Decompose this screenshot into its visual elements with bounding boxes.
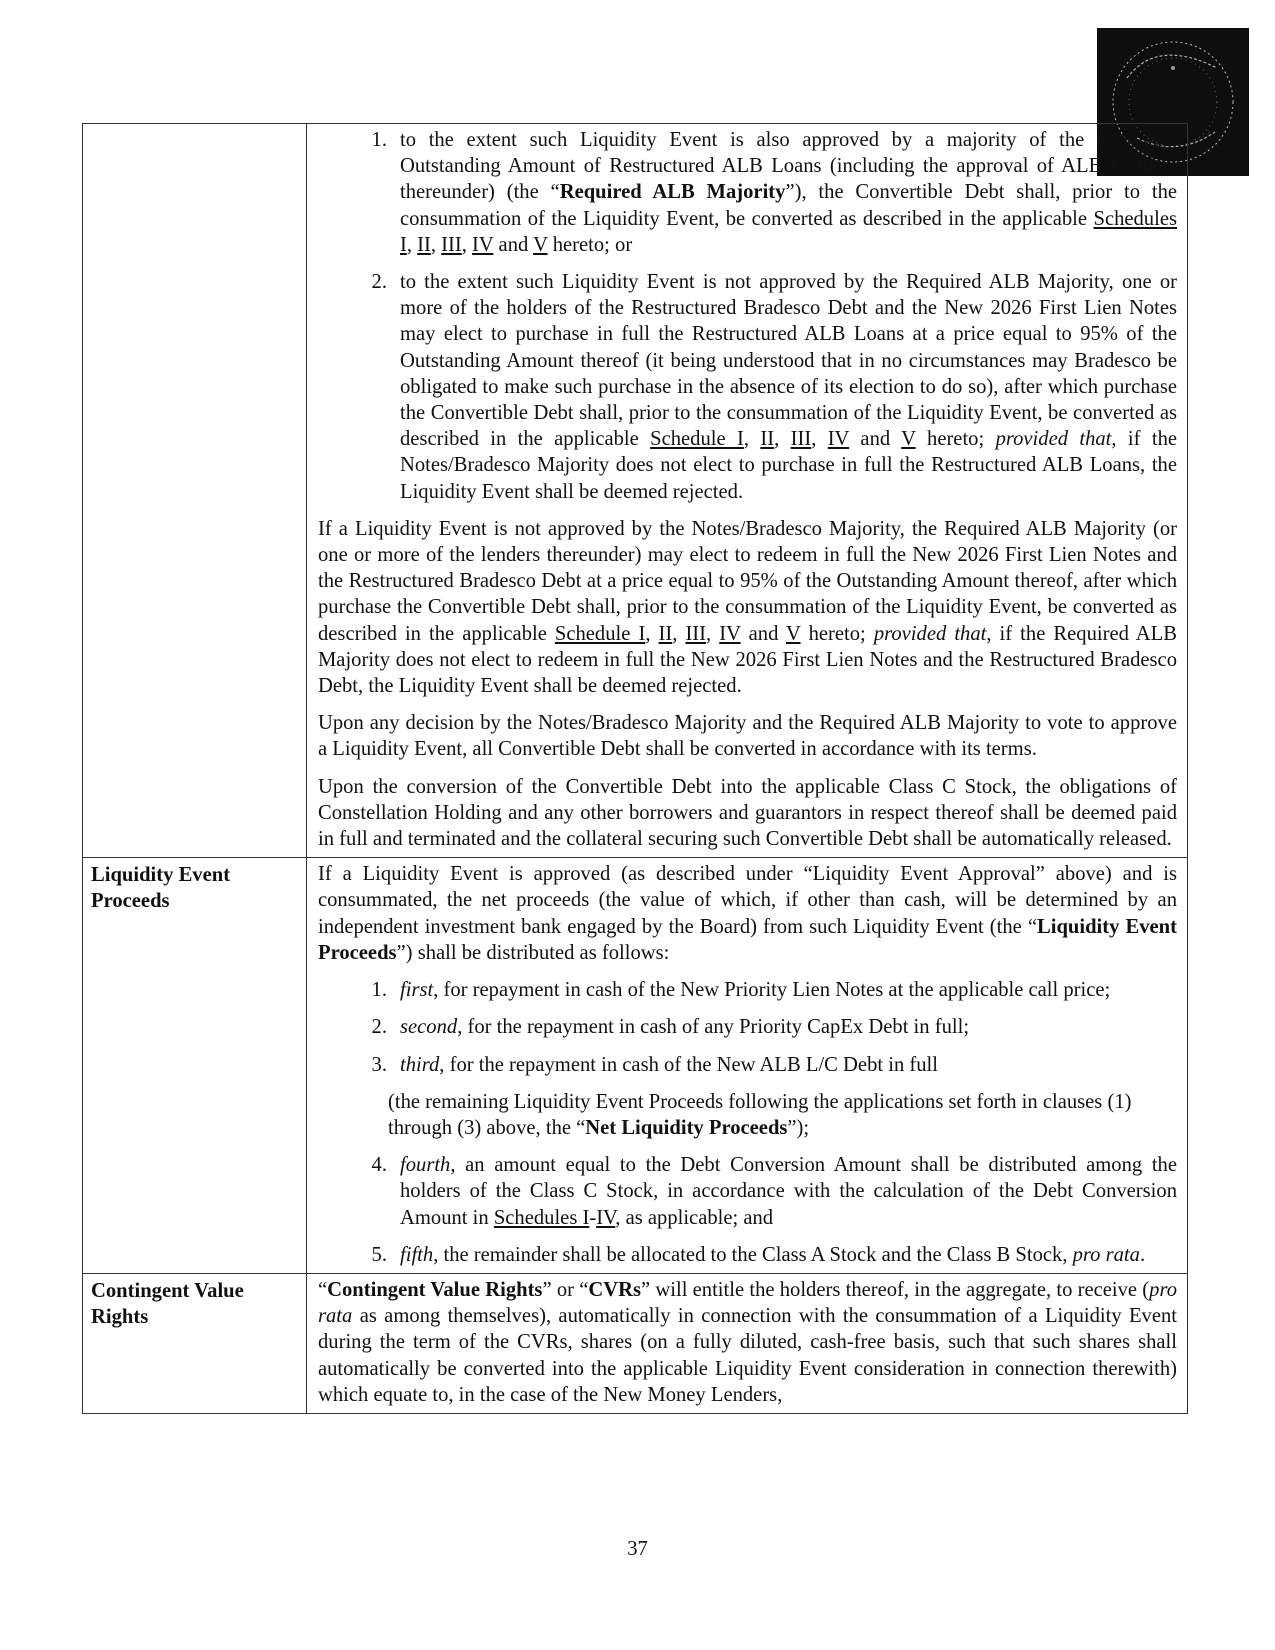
item-number: 2.	[371, 271, 387, 294]
list-item	[318, 1152, 1177, 1231]
list-item	[318, 269, 1177, 505]
item-number: 3.	[371, 1053, 387, 1076]
item-number: 4.	[371, 1154, 387, 1177]
row-label: Contingent Value Rights	[83, 1273, 307, 1413]
item-text: fourth, an amount equal to the Debt Conversion Amount shall be distributed among the holders of the Class C Stock, in accordance with the calculation of the Debt Conversion Amount in Schedules I-IV, as applicable; and	[400, 1154, 1177, 1229]
sub-paragraph: (the remaining Liquidity Event Proceeds following the applications set forth in clauses (1) through (3) above, the “Net Liquidity Proceeds”);	[388, 1090, 1132, 1139]
list-item	[318, 1052, 1177, 1078]
paragraph: Upon the conversion of the Convertible Debt into the applicable Class C Stock, the obligations of Constellation Holding and any other borrowers and guarantors in respect thereof shall be deemed paid in full and terminated and the collateral securing such Convertible Debt shall be automatically released.	[318, 775, 1177, 851]
table-row	[83, 1273, 1188, 1413]
liquidity-event-approval-cell	[307, 124, 1188, 858]
item-number: 1.	[371, 129, 387, 151]
row-label-empty	[83, 124, 307, 858]
item-text: fifth, the remainder shall be allocated to the Class A Stock and the Class B Stock, pro rata.	[400, 1243, 1146, 1266]
item-text: second, for the repayment in cash of any Priority CapEx Debt in full;	[400, 1016, 970, 1039]
item-number: 5.	[371, 1243, 387, 1266]
contingent-value-rights-cell	[307, 1273, 1188, 1413]
list-item	[318, 1014, 1177, 1040]
page-number: 37	[627, 1538, 648, 1560]
item-text: to the extent such Liquidity Event is not approved by the Required ALB Majority, one or more of the holders of the Restructured Bradesco Debt and the New 2026 First Lien Notes may elect to purchase in full the Restructured ALB Loans at a price equal to 95% of the Outstanding Amount thereof (it being understood that in no circumstances may Bradesco be obligated to make such purchase in the absence of its election to do so), after which purchase the Convertible Debt shall, prior to the consummation of the Liquidity Event, be converted as described in the applicable Schedule I, II, III, IV and V hereto; provided that, if the Notes/Bradesco Majority does not elect to purchase in full the Restructured ALB Loans, the Liquidity Event shall be deemed rejected.	[400, 271, 1178, 503]
list-item	[318, 977, 1177, 1003]
paragraph: Upon any decision by the Notes/Bradesco Majority and the Required ALB Majority to vote to approve a Liquidity Event, all Convertible Debt shall be converted in accordance with its terms.	[318, 712, 1177, 761]
paragraph: If a Liquidity Event is approved (as described under “Liquidity Event Approval” above) and is consummated, the net proceeds (the value of which, if other than cash, will be determined by an independent investment bank engaged by the Board) from such Liquidity Event (the “Liquidity Event Proceeds”) shall be distributed as follows:	[318, 863, 1177, 964]
table-row	[83, 858, 1188, 1274]
list-item	[318, 127, 1177, 258]
item-text: third, for the repayment in cash of the New ALB L/C Debt in full	[400, 1053, 939, 1076]
liquidity-event-proceeds-cell	[307, 858, 1188, 1274]
item-number: 2.	[371, 1016, 387, 1039]
paragraph: “Contingent Value Rights” or “CVRs” will entitle the holders thereof, in the aggregate, to receive (pro rata as among themselves), automatically in connection with the consummation of a Liquidity Event during the term of the CVRs, shares (on a fully diluted, cash-free basis, such that such shares shall automatically be converted into the applicable Liquidity Event consideration in connection therewith) which equate to, in the case of the New Money Lenders,	[318, 1278, 1177, 1406]
item-text: first, for repayment in cash of the New Priority Lien Notes at the applicable call price;	[400, 979, 1111, 1002]
term-sheet-table	[82, 123, 1188, 1414]
table-row	[83, 124, 1188, 858]
item-text: to the extent such Liquidity Event is also approved by a majority of the aggregate Outstanding Amount of Restructured ALB Loans (including the approval of ALB Lenders thereunder) (the “Required ALB Majority”), the Convertible Debt shall, prior to the consummation of the Liquidity Event, be converted as described in the applicable Schedules I, II, III, IV and V hereto; or	[400, 129, 1178, 256]
list-item	[318, 1242, 1177, 1268]
row-label: Liquidity Event Proceeds	[83, 858, 307, 1274]
item-number: 1.	[371, 979, 387, 1002]
paragraph: If a Liquidity Event is not approved by the Notes/Bradesco Majority, the Required ALB Majority (or one or more of the lenders thereunder) may elect to redeem in full the New 2026 First Lien Notes and the Restructured Bradesco Debt at a price equal to 95% of the Outstanding Amount thereof, after which purchase the Convertible Debt shall, prior to the consummation of the Liquidity Event, be converted as described in the applicable Schedule I, II, III, IV and V hereto; provided that, if the Required ALB Majority does not elect to redeem in full the New 2026 First Lien Notes and the Restructured Bradesco Debt, the Liquidity Event shall be deemed rejected.	[318, 517, 1177, 698]
